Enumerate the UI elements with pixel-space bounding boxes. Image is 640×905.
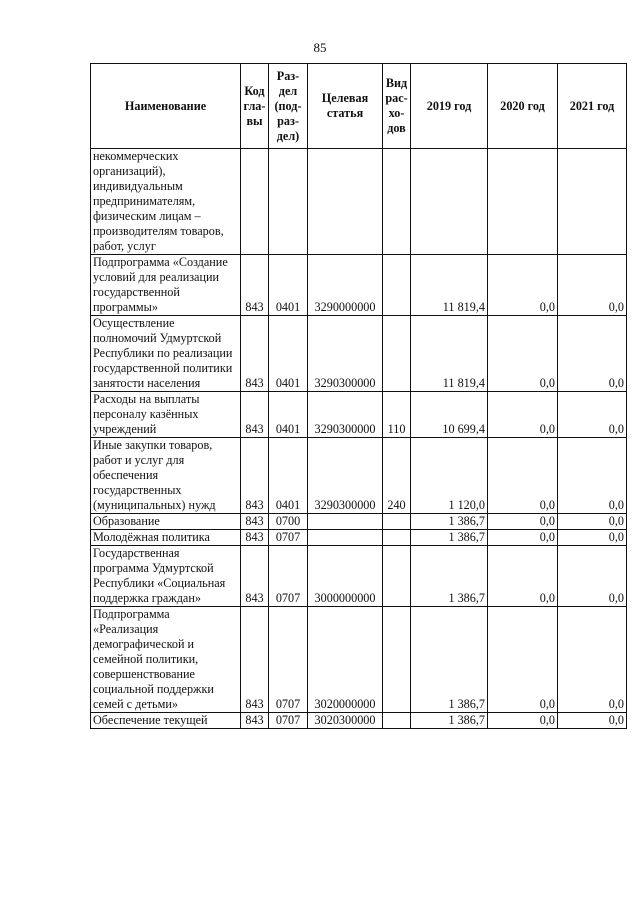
cell-y2019 (411, 149, 488, 255)
table-row (91, 316, 627, 392)
page-number: 85 (313, 40, 327, 55)
cell-type (383, 514, 411, 530)
cell-code: 843 (241, 546, 269, 607)
cell-y2020: 0,0 (488, 546, 558, 607)
cell-section: 0707 (269, 546, 308, 607)
cell-y2020: 0,0 (488, 713, 558, 729)
header-target: Целевая статья (308, 64, 383, 149)
cell-section: 0707 (269, 713, 308, 729)
cell-name: Обеспечение текущей (91, 713, 241, 729)
cell-type (383, 316, 411, 392)
cell-y2021: 0,0 (558, 530, 627, 546)
cell-name: Образование (91, 514, 241, 530)
cell-target: 3290300000 (308, 316, 383, 392)
cell-y2019: 1 386,7 (411, 546, 488, 607)
cell-y2019: 1 386,7 (411, 530, 488, 546)
cell-name: Осуществление полномочий Удмуртской Республики по реализации государственной политики занятости населения (91, 316, 241, 392)
cell-y2020: 0,0 (488, 530, 558, 546)
cell-type (383, 607, 411, 713)
table-row (91, 546, 627, 607)
cell-type (383, 255, 411, 316)
header-2019: 2019 год (411, 64, 488, 149)
cell-target (308, 514, 383, 530)
cell-name: Иные закупки товаров, работ и услуг для обеспечения государственных (муниципальных) нужд (91, 438, 241, 514)
cell-section: 0401 (269, 255, 308, 316)
cell-code: 843 (241, 438, 269, 514)
cell-target: 3290300000 (308, 392, 383, 438)
cell-type: 110 (383, 392, 411, 438)
cell-type (383, 149, 411, 255)
cell-y2019: 11 819,4 (411, 316, 488, 392)
table-row (91, 149, 627, 255)
cell-y2021: 0,0 (558, 392, 627, 438)
cell-y2020: 0,0 (488, 438, 558, 514)
cell-section: 0401 (269, 316, 308, 392)
cell-code: 843 (241, 316, 269, 392)
cell-y2021: 0,0 (558, 713, 627, 729)
cell-code: 843 (241, 607, 269, 713)
header-section: Раз-дел (под-раз-дел) (269, 64, 308, 149)
cell-code: 843 (241, 713, 269, 729)
cell-y2020: 0,0 (488, 255, 558, 316)
cell-y2021: 0,0 (558, 607, 627, 713)
cell-y2019: 1 386,7 (411, 713, 488, 729)
cell-section: 0401 (269, 392, 308, 438)
cell-y2019: 1 386,7 (411, 514, 488, 530)
cell-type (383, 530, 411, 546)
cell-name: Государственная программа Удмуртской Республики «Социальная поддержка граждан» (91, 546, 241, 607)
cell-code (241, 149, 269, 255)
table-row (91, 607, 627, 713)
cell-target (308, 149, 383, 255)
cell-code: 843 (241, 255, 269, 316)
cell-y2020: 0,0 (488, 607, 558, 713)
cell-section: 0700 (269, 514, 308, 530)
cell-y2020 (488, 149, 558, 255)
cell-y2020: 0,0 (488, 392, 558, 438)
header-code: Код гла-вы (241, 64, 269, 149)
cell-y2021 (558, 149, 627, 255)
cell-y2020: 0,0 (488, 514, 558, 530)
table-row (91, 514, 627, 530)
budget-table (90, 63, 627, 729)
cell-y2021: 0,0 (558, 255, 627, 316)
cell-name: Подпрограмма «Реализация демографической и семейной политики, совершенствование социальной поддержки семей с детьми» (91, 607, 241, 713)
cell-type (383, 546, 411, 607)
cell-name: Подпрограмма «Создание условий для реализации государственной программы» (91, 255, 241, 316)
cell-code: 843 (241, 530, 269, 546)
header-2021: 2021 год (558, 64, 627, 149)
cell-y2019: 10 699,4 (411, 392, 488, 438)
cell-target: 3020300000 (308, 713, 383, 729)
cell-y2020: 0,0 (488, 316, 558, 392)
header-row (91, 64, 627, 149)
cell-code: 843 (241, 514, 269, 530)
table-row (91, 438, 627, 514)
cell-target: 3020000000 (308, 607, 383, 713)
cell-y2019: 1 386,7 (411, 607, 488, 713)
cell-y2021: 0,0 (558, 514, 627, 530)
cell-y2019: 11 819,4 (411, 255, 488, 316)
header-name: Наименование (91, 64, 241, 149)
table-row (91, 530, 627, 546)
cell-target: 3290000000 (308, 255, 383, 316)
cell-name: Молодёжная политика (91, 530, 241, 546)
cell-y2021: 0,0 (558, 438, 627, 514)
header-2020: 2020 год (488, 64, 558, 149)
cell-type (383, 713, 411, 729)
cell-code: 843 (241, 392, 269, 438)
cell-name: Расходы на выплаты персоналу казённых учреждений (91, 392, 241, 438)
table-row (91, 392, 627, 438)
table-body (91, 149, 627, 729)
cell-name: некоммерческих организаций), индивидуальным предпринимателям, физическим лицам – производителям товаров, работ, услуг (91, 149, 241, 255)
cell-section: 0707 (269, 607, 308, 713)
table-row (91, 255, 627, 316)
cell-type: 240 (383, 438, 411, 514)
table-row (91, 713, 627, 729)
cell-section: 0401 (269, 438, 308, 514)
header-type: Вид рас-хо-дов (383, 64, 411, 149)
cell-target: 3000000000 (308, 546, 383, 607)
cell-section: 0707 (269, 530, 308, 546)
cell-y2019: 1 120,0 (411, 438, 488, 514)
cell-y2021: 0,0 (558, 546, 627, 607)
cell-target: 3290300000 (308, 438, 383, 514)
cell-section (269, 149, 308, 255)
cell-y2021: 0,0 (558, 316, 627, 392)
cell-target (308, 530, 383, 546)
